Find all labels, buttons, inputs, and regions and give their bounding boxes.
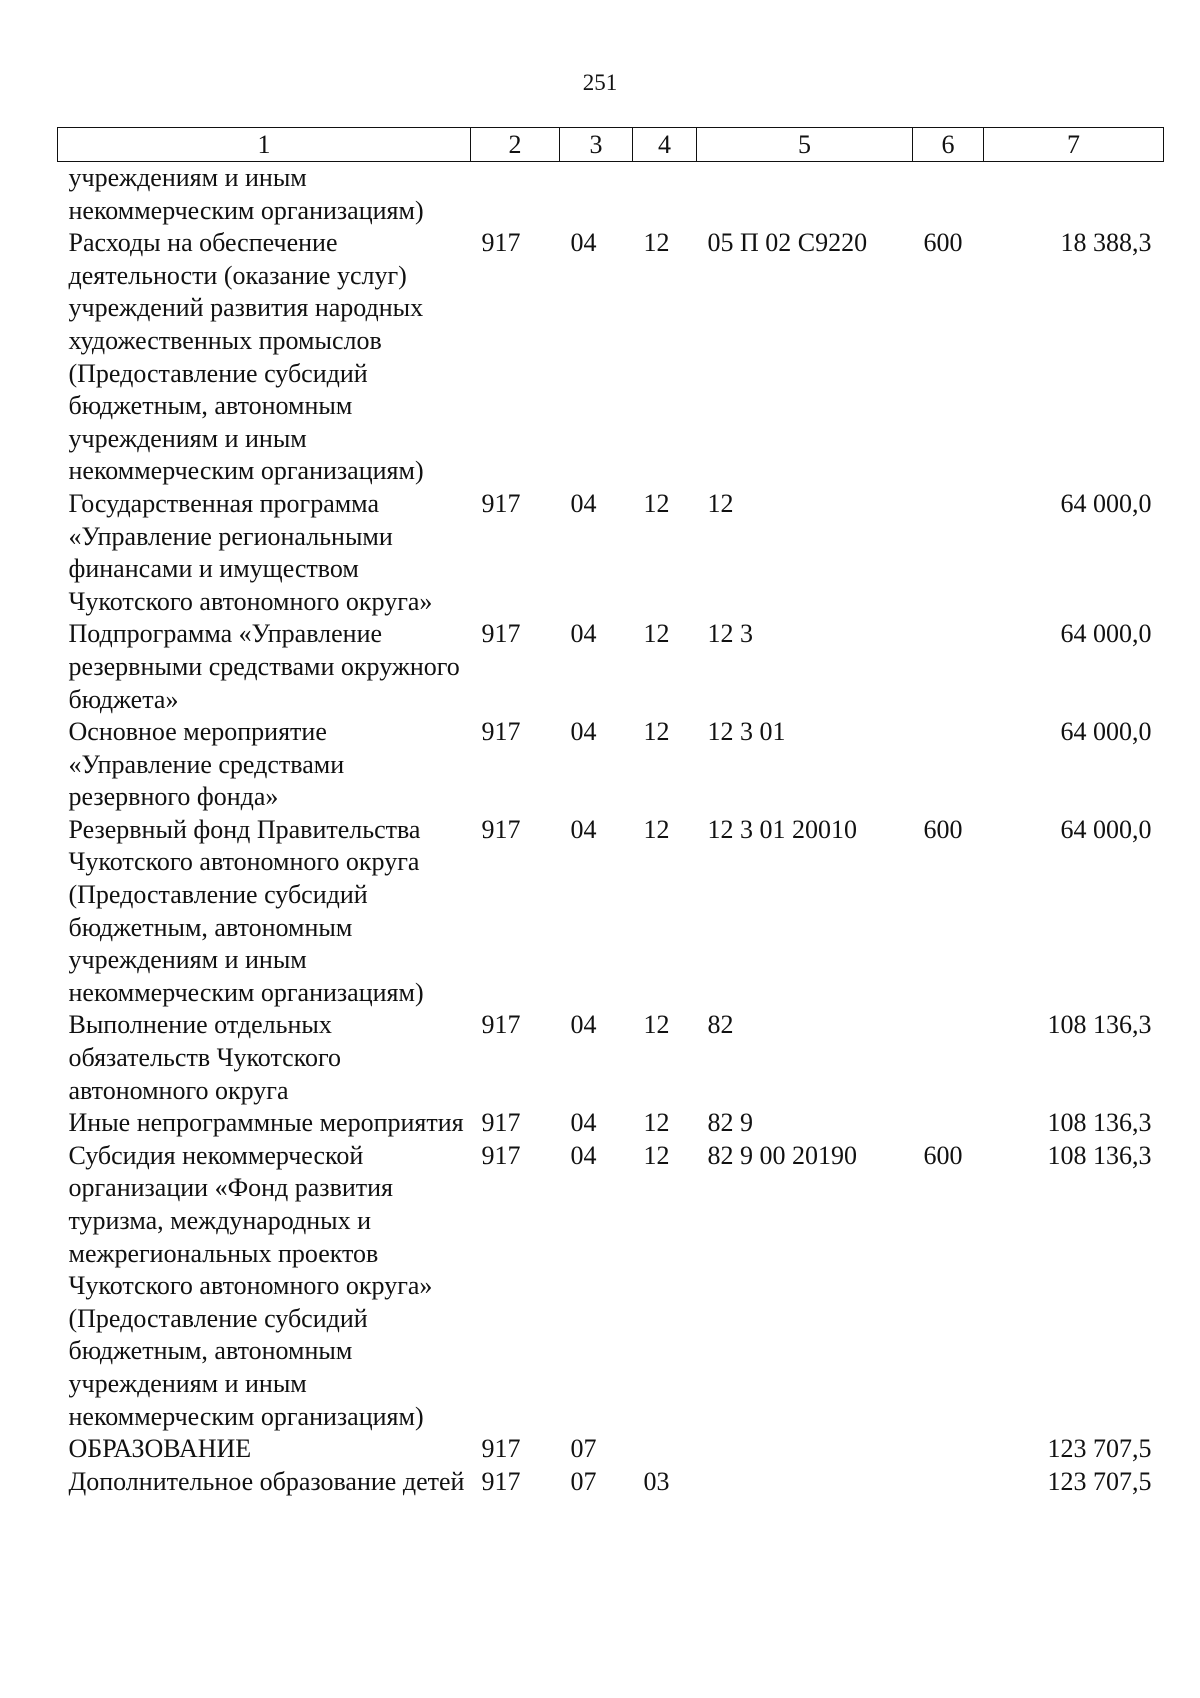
row-expense-type — [913, 716, 984, 814]
table-row — [58, 1009, 1164, 1107]
row-section-code — [560, 162, 633, 228]
row-amount: 123 707,5 — [1047, 1434, 1152, 1464]
row-ministry-code: 917 — [481, 814, 521, 844]
table-row — [58, 488, 1164, 618]
row-amount — [984, 162, 1164, 228]
row-target-code: 12 — [707, 488, 734, 518]
col-header-1: 1 — [58, 128, 471, 162]
row-ministry-code: 917 — [481, 1010, 521, 1040]
row-section-code: 04 — [570, 717, 597, 747]
col-header-5: 5 — [697, 128, 913, 162]
row-ministry-code — [471, 162, 560, 228]
row-section-code: 07 — [570, 1434, 597, 1464]
row-section-code: 04 — [570, 619, 597, 649]
row-subsection-code: 12 — [643, 488, 670, 518]
row-subsection-code: 12 — [643, 814, 670, 844]
row-expense-type — [913, 488, 984, 618]
row-name: Субсидия некоммерческой организации «Фонд развития туризма, международных и межрегиональных проектов Чукотского автономного округа» (Предоставление субсидий бюджетным, автономным учреждениям и иным некоммерческим организациям) — [68, 1140, 433, 1431]
row-subsection-code: 12 — [643, 717, 670, 747]
row-subsection-code: 12 — [643, 619, 670, 649]
row-expense-type — [913, 1107, 984, 1140]
row-target-code: 82 9 00 20190 — [707, 1140, 857, 1170]
row-target-code: 82 9 — [707, 1108, 753, 1138]
row-amount: 64 000,0 — [1060, 814, 1152, 844]
row-section-code: 04 — [570, 814, 597, 844]
row-name: учреждениям и иным некоммерческим организациям) — [68, 163, 424, 225]
row-expense-type: 600 — [923, 228, 963, 258]
page-number: 251 — [582, 70, 618, 95]
row-amount: 108 136,3 — [1047, 1010, 1152, 1040]
row-ministry-code: 917 — [481, 488, 521, 518]
row-ministry-code: 917 — [481, 619, 521, 649]
col-header-2: 2 — [471, 128, 560, 162]
row-section-code: 04 — [570, 1010, 597, 1040]
row-expense-type — [913, 162, 984, 228]
table-row — [58, 1107, 1164, 1140]
row-section-code: 04 — [570, 228, 597, 258]
row-amount: 64 000,0 — [1060, 619, 1152, 649]
row-ministry-code: 917 — [481, 1466, 521, 1496]
row-amount: 108 136,3 — [1047, 1108, 1152, 1138]
table-row — [58, 1433, 1164, 1466]
row-name: Расходы на обеспечение деятельности (оказание услуг) учреждений развития народных художественных промыслов (Предоставление субсидий бюджетным, автономным учреждениям и иным некоммерческим организациям) — [68, 228, 424, 486]
row-amount: 18 388,3 — [1060, 228, 1152, 258]
row-target-code: 82 — [707, 1010, 734, 1040]
table-row — [58, 716, 1164, 814]
col-header-3: 3 — [560, 128, 633, 162]
row-ministry-code: 917 — [481, 1108, 521, 1138]
table-row — [58, 1466, 1164, 1499]
row-ministry-code: 917 — [481, 1140, 521, 1170]
row-target-code: 12 3 01 — [707, 717, 786, 747]
row-name: Иные непрограммные мероприятия — [68, 1108, 464, 1138]
row-ministry-code: 917 — [481, 717, 521, 747]
row-section-code: 04 — [570, 488, 597, 518]
row-subsection-code — [633, 162, 697, 228]
row-expense-type: 600 — [923, 814, 963, 844]
col-header-6: 6 — [913, 128, 984, 162]
row-name: Выполнение отдельных обязательств Чукотского автономного округа — [68, 1010, 342, 1105]
row-subsection-code: 12 — [643, 1010, 670, 1040]
row-name: Резервный фонд Правительства Чукотского автономного округа (Предоставление субсидий бюджетным, автономным учреждениям и иным некоммерческим организациям) — [68, 814, 424, 1007]
row-subsection-code: 12 — [643, 1140, 670, 1170]
row-name: ОБРАЗОВАНИЕ — [68, 1434, 252, 1464]
budget-table — [57, 127, 1164, 1498]
row-subsection-code: 03 — [643, 1466, 670, 1496]
header-row — [58, 128, 1164, 162]
row-subsection-code — [633, 1433, 697, 1466]
row-name: Дополнительное образование детей — [68, 1466, 465, 1496]
row-expense-type — [913, 1009, 984, 1107]
row-target-code — [697, 1466, 913, 1499]
row-target-code: 05 П 02 С9220 — [707, 228, 868, 258]
table-row — [58, 162, 1164, 228]
row-target-code — [697, 162, 913, 228]
row-subsection-code: 12 — [643, 1108, 670, 1138]
row-name: Подпрограмма «Управление резервными средствами окружного бюджета» — [68, 619, 460, 714]
table-row — [58, 1140, 1164, 1433]
row-section-code: 07 — [570, 1466, 597, 1496]
row-expense-type — [913, 618, 984, 716]
col-header-4: 4 — [633, 128, 697, 162]
row-target-code: 12 3 — [707, 619, 753, 649]
row-expense-type — [913, 1466, 984, 1499]
table-row — [58, 618, 1164, 716]
row-section-code: 04 — [570, 1140, 597, 1170]
row-target-code — [697, 1433, 913, 1466]
row-amount: 123 707,5 — [1047, 1466, 1152, 1496]
table-row — [58, 227, 1164, 488]
col-header-7: 7 — [984, 128, 1164, 162]
row-name: Государственная программа «Управление региональными финансами и имуществом Чукотского автономного округа» — [68, 488, 433, 616]
row-expense-type: 600 — [923, 1140, 963, 1170]
row-amount: 64 000,0 — [1060, 717, 1152, 747]
table-row — [58, 814, 1164, 1010]
row-amount: 108 136,3 — [1047, 1140, 1152, 1170]
row-ministry-code: 917 — [481, 228, 521, 258]
row-section-code: 04 — [570, 1108, 597, 1138]
row-subsection-code: 12 — [643, 228, 670, 258]
row-amount: 64 000,0 — [1060, 488, 1152, 518]
row-expense-type — [913, 1433, 984, 1466]
row-target-code: 12 3 01 20010 — [707, 814, 857, 844]
row-name: Основное мероприятие «Управление средствами резервного фонда» — [68, 717, 345, 812]
row-ministry-code: 917 — [481, 1434, 521, 1464]
